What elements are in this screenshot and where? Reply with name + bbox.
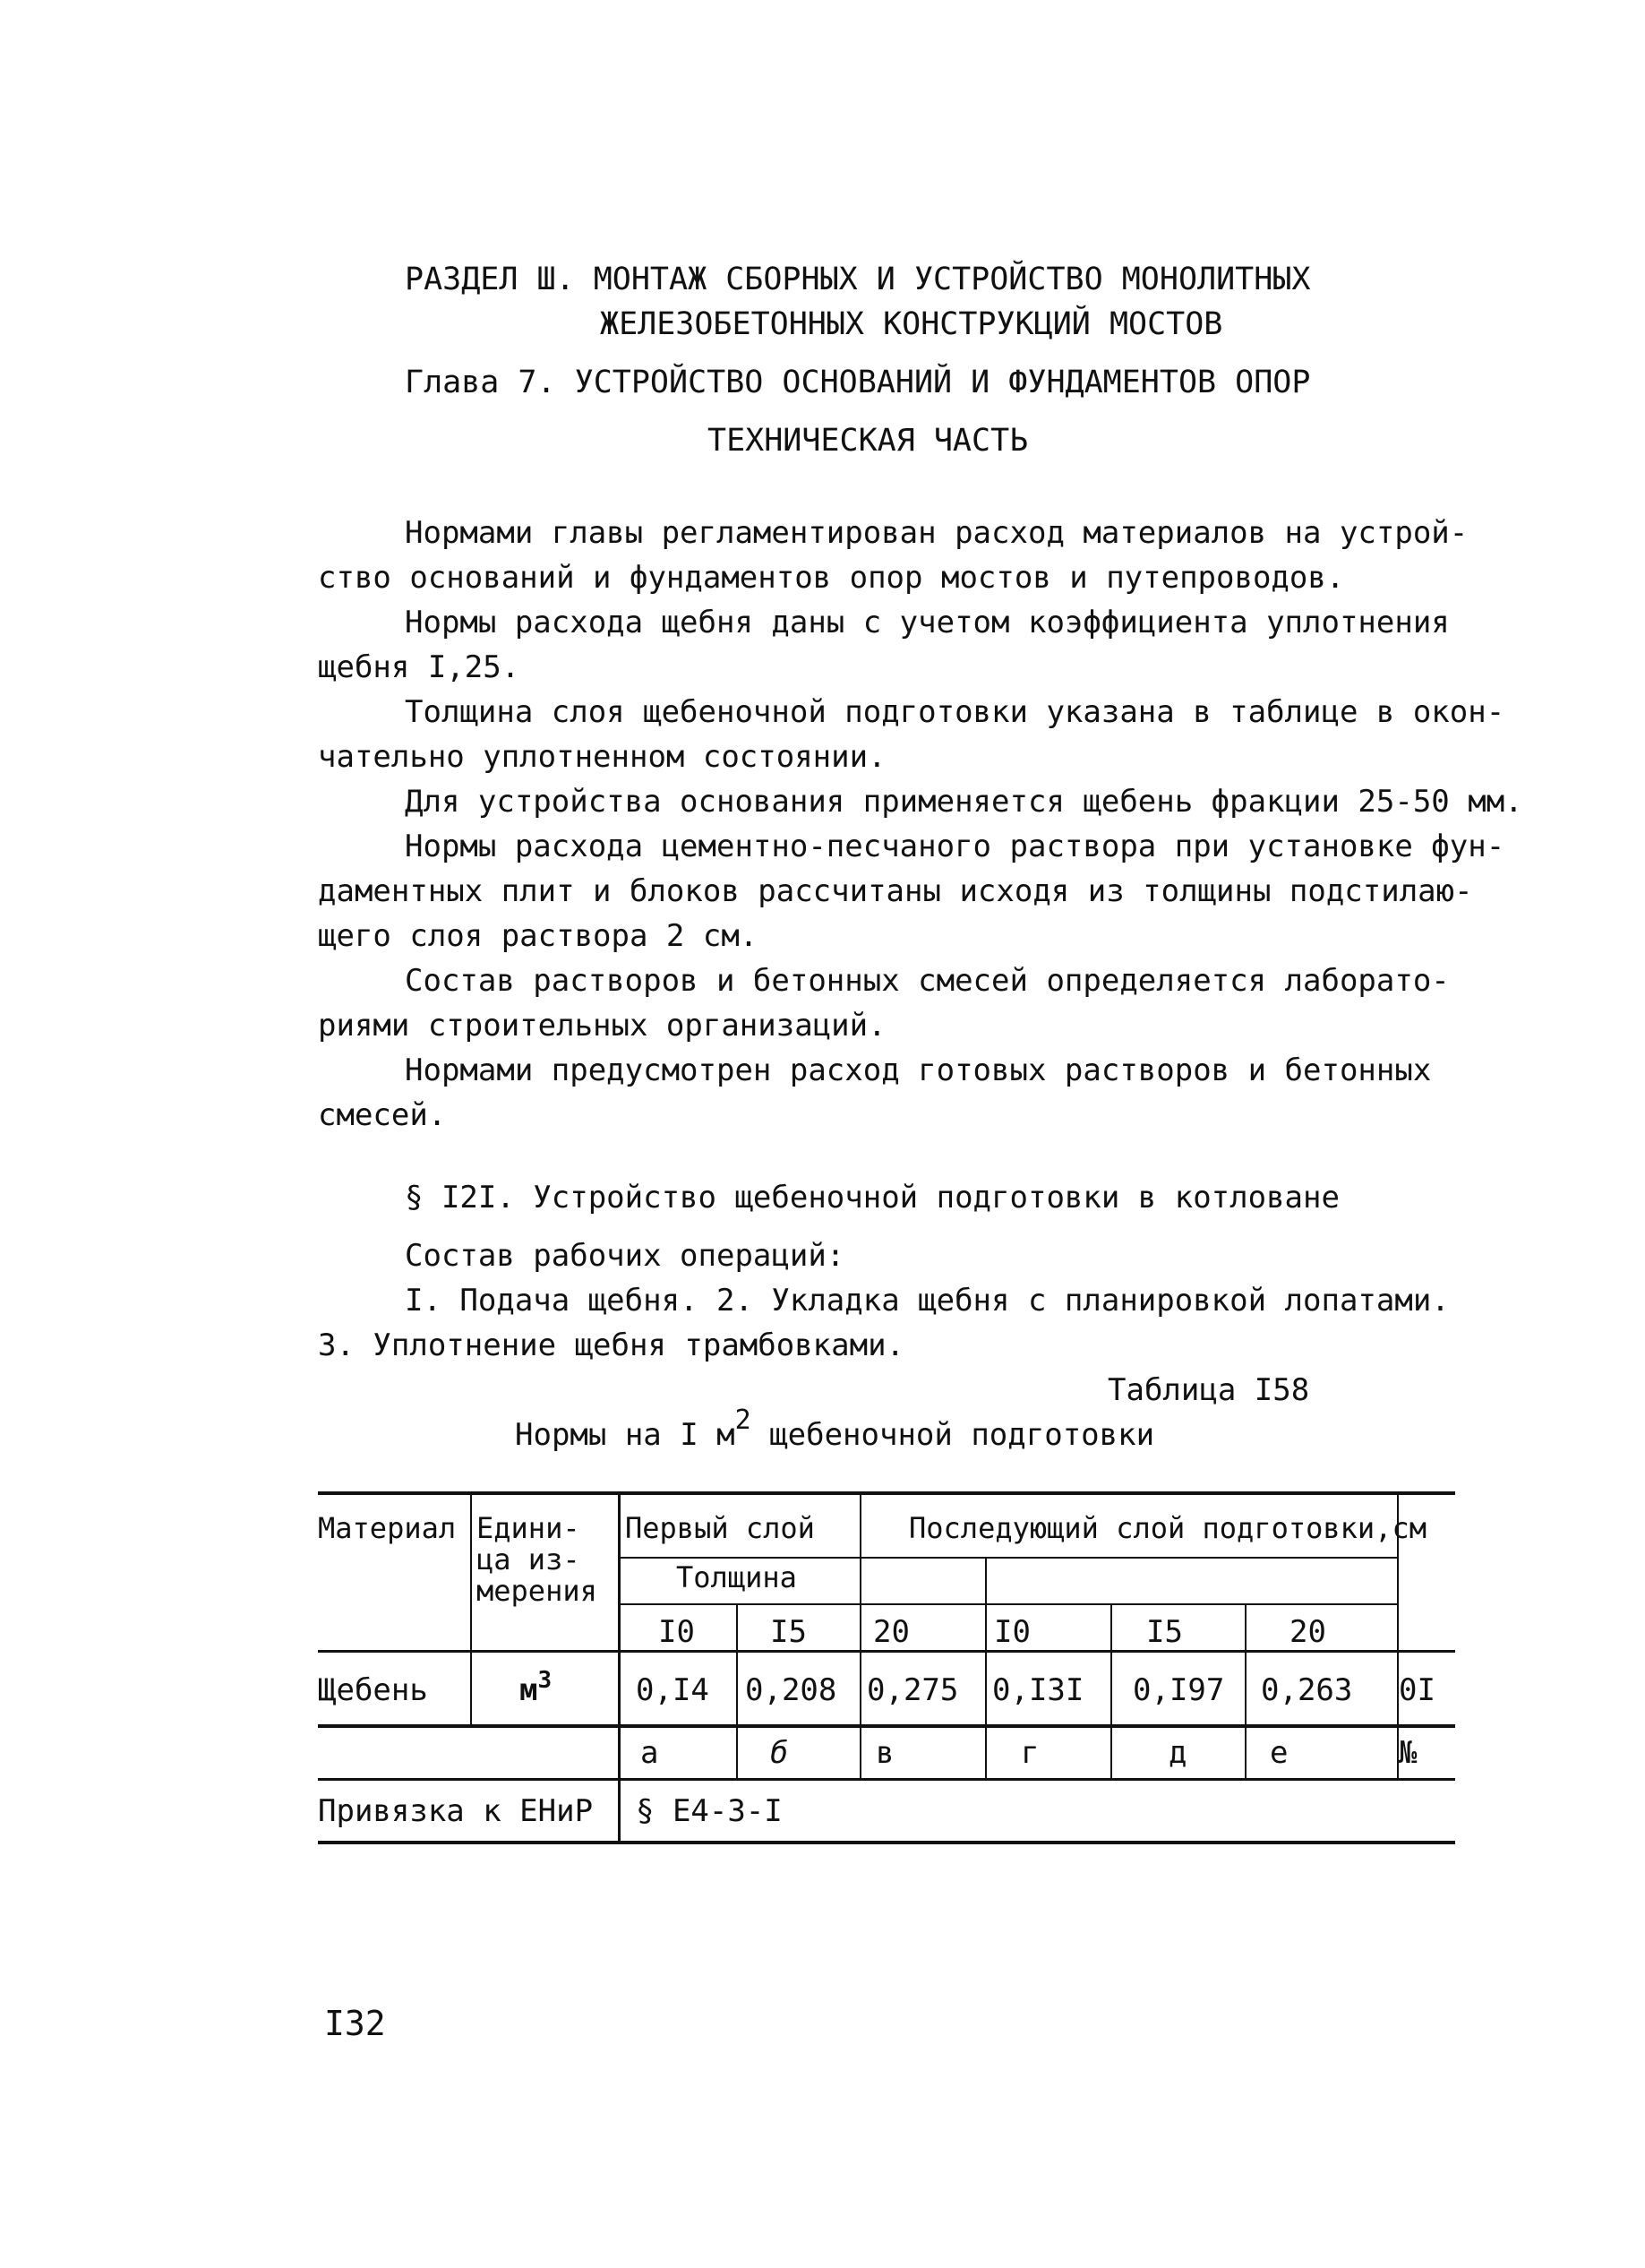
norm-value: 0,275 [867, 1672, 959, 1708]
thickness-value: I0 [994, 1614, 1031, 1650]
page-number: I32 [324, 2004, 386, 2043]
body-line: Нормами главы регламентирован расход материалов на устрой- [405, 515, 1469, 551]
col-header-unit: ца из- [476, 1542, 580, 1576]
body-line: Нормы расхода щебня даны с учетом коэффициента уплотнения [405, 605, 1450, 640]
col-header-thickness: Толщина [676, 1560, 797, 1594]
table-divider [736, 1603, 738, 1778]
superscript: 2 [734, 1405, 751, 1436]
chapter-title: Глава 7. УСТРОЙСТВО ОСНОВАНИЙ И ФУНДАМЕНТОВ ОПОР [405, 365, 1311, 400]
table-rule-bottom [318, 1841, 1455, 1844]
table-rule [318, 1650, 1455, 1653]
table-divider [985, 1557, 987, 1778]
thickness-value: 20 [1289, 1614, 1326, 1650]
thickness-value: I0 [658, 1614, 695, 1650]
table-rule [318, 1778, 1455, 1781]
row-unit: $м^3$ [519, 1667, 553, 1708]
table-rule [618, 1557, 1397, 1559]
table-rule [318, 1724, 1455, 1728]
norm-value: 0,208 [745, 1672, 837, 1708]
body-line: Нормами предусмотрен расход готовых растворов и бетонных [405, 1052, 1432, 1088]
column-letter: а [640, 1735, 659, 1771]
norm-value: 0,I4 [636, 1672, 709, 1708]
operations-line: I. Подача щебня. 2. Укладка щебня с планировкой лопатами. [405, 1283, 1450, 1319]
number-sign: № [1399, 1735, 1418, 1771]
row-material: Щебень [318, 1672, 428, 1708]
col-header-unit: Едини- [476, 1511, 580, 1545]
body-line: Для устройства основания применяется щебень фракции 25-50 мм. [405, 784, 1523, 820]
paragraph-title: § I2I. Устройство щебеночной подготовки в котловане [405, 1180, 1340, 1216]
table-rule-top [318, 1491, 1455, 1495]
body-line: щего слоя раствора 2 см. [318, 918, 758, 954]
binding-value: § Е4-3-I [636, 1793, 783, 1829]
column-letter: д [1169, 1735, 1187, 1771]
body-line: щебня I,25. [318, 649, 520, 685]
section-title-line1: РАЗДЕЛ Ш. МОНТАЖ СБОРНЫХ И УСТРОЙСТВО МОНОЛИТНЫХ [405, 262, 1311, 297]
body-line: смесей. [318, 1097, 447, 1133]
column-letter: б [770, 1735, 789, 1771]
thickness-value: I5 [770, 1614, 807, 1650]
table-divider [1245, 1603, 1247, 1778]
table-number: Таблица I58 [1108, 1372, 1310, 1408]
superscript: 3 [537, 1667, 553, 1694]
col-header-material: Материал [318, 1511, 457, 1545]
technical-part-title: ТЕХНИЧЕСКАЯ ЧАСТЬ [707, 423, 1029, 459]
body-line: даментных плит и блоков рассчитаны исходя из толщины подстилаю- [318, 873, 1473, 909]
norm-value: 0,263 [1261, 1672, 1353, 1708]
column-letter: в [876, 1735, 895, 1771]
body-line: чательно уплотненном состоянии. [318, 739, 887, 775]
table-divider [1110, 1603, 1112, 1778]
body-line: риями строительных организаций. [318, 1008, 887, 1044]
body-line: Нормы расхода цементно-песчаного раствора при установке фун- [405, 829, 1505, 864]
section-title-line2: ЖЕЛЕЗОБЕТОННЫХ КОНСТРУКЦИЙ МОСТОВ [600, 306, 1223, 342]
table-divider [860, 1491, 861, 1778]
thickness-value: 20 [873, 1614, 910, 1650]
body-line: ство оснований и фундаментов опор мостов и путепроводов. [318, 560, 1345, 596]
table-divider [470, 1491, 472, 1724]
table-divider [618, 1491, 621, 1843]
col-header-first-layer: Первый слой [625, 1511, 815, 1545]
thickness-value: I5 [1146, 1614, 1183, 1650]
operations-line: 3. Уплотнение щебня трамбовками. [318, 1327, 905, 1363]
norm-value: 0,I3I [992, 1672, 1084, 1708]
col-header-unit: мерения [476, 1574, 597, 1608]
col-header-next-layer: Последующий слой подготовки,см [909, 1511, 1427, 1545]
table-caption: Нормы на I м2 щебеночной подготовки [515, 1405, 1155, 1453]
body-line: Толщина слоя щебеночной подготовки указана в таблице в окон- [405, 694, 1505, 730]
body-line: Состав растворов и бетонных смесей определяется лаборато- [405, 963, 1450, 999]
table-rule [618, 1603, 1397, 1605]
column-letter: е [1270, 1735, 1289, 1771]
row-code: 0I [1399, 1672, 1435, 1708]
column-letter: г [1021, 1735, 1040, 1771]
operations-heading: Состав рабочих операций: [405, 1238, 845, 1274]
binding-label: Привязка к ЕНиР [318, 1793, 594, 1829]
norm-value: 0,I97 [1133, 1672, 1225, 1708]
